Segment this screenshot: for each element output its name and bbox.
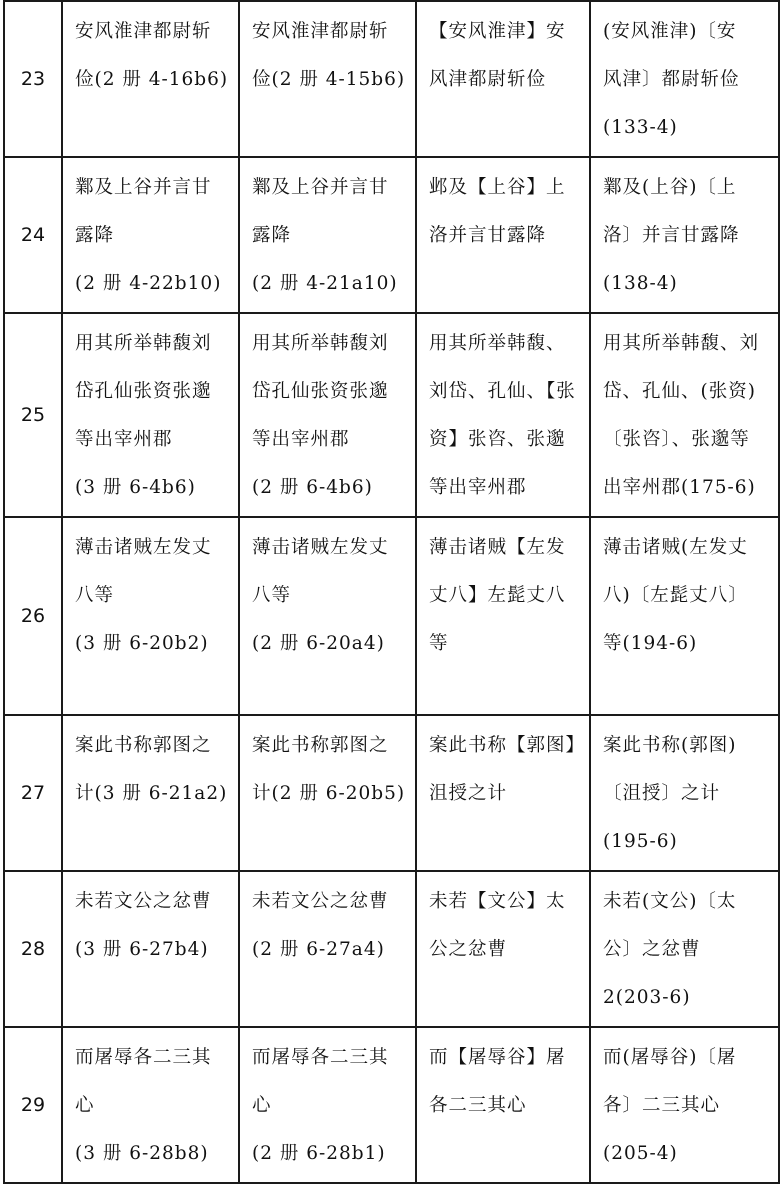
cell-line: 未若【文公】太 xyxy=(429,891,566,912)
cell-line: (安风淮津)〔安 xyxy=(603,21,737,42)
cell-text xyxy=(591,716,778,870)
cell-line: 洛〕并言甘露降 xyxy=(603,225,740,246)
table-cell xyxy=(239,1,416,157)
cell-text xyxy=(417,2,589,108)
cell-line: 公之忿曹 xyxy=(429,939,508,960)
table-cell xyxy=(416,157,590,313)
cell-line: (2 册 4-22b10) xyxy=(75,273,222,294)
cell-line: (2 册 6-4b6) xyxy=(252,477,373,498)
cell-line: 八等 xyxy=(252,585,292,606)
row-number: 27 xyxy=(4,715,62,871)
cell-line: 岱孔仙张资张邈 xyxy=(252,381,389,402)
cell-text xyxy=(240,518,415,672)
cell-line: 〔沮授〕之计 xyxy=(603,783,721,804)
cell-text xyxy=(63,158,238,312)
cell-line: 洛并言甘露降 xyxy=(429,225,547,246)
cell-line: 薄击诸贼左发丈 xyxy=(252,537,389,558)
cell-text xyxy=(63,518,238,672)
cell-text xyxy=(417,716,589,822)
table-cell xyxy=(416,1027,590,1183)
cell-line: 公〕之忿曹 xyxy=(603,939,701,960)
cell-line: 用其所举韩馥、刘 xyxy=(603,333,760,354)
cell-text xyxy=(63,314,238,516)
table-cell xyxy=(62,313,239,517)
cell-line: 等(194-6) xyxy=(603,633,698,654)
table-cell xyxy=(416,871,590,1027)
cell-line: 2(203-6) xyxy=(603,987,691,1008)
comparison-table xyxy=(3,0,780,1184)
cell-line: 未若文公之忿曹 xyxy=(75,891,212,912)
cell-text xyxy=(417,314,589,516)
row-number: 26 xyxy=(4,517,62,715)
cell-line: 而屠辱各二三其 xyxy=(75,1047,212,1068)
cell-line: 露降 xyxy=(75,225,115,246)
cell-line: (3 册 6-27b4) xyxy=(75,939,209,960)
cell-line: 刘岱、孔仙、【张 xyxy=(429,381,576,402)
cell-line: (3 册 6-4b6) xyxy=(75,477,196,498)
cell-line: 未若文公之忿曹 xyxy=(252,891,389,912)
cell-line: 风津都尉斩俭 xyxy=(429,69,547,90)
cell-line: 八)〔左髭丈八〕 xyxy=(603,585,748,606)
cell-text xyxy=(417,1028,589,1134)
table-cell xyxy=(239,871,416,1027)
row-number: 29 xyxy=(4,1027,62,1183)
cell-line: 用其所举韩馥刘 xyxy=(252,333,389,354)
cell-text xyxy=(591,1028,778,1182)
table-cell xyxy=(239,517,416,715)
cell-line: 薄击诸贼左发丈 xyxy=(75,537,212,558)
cell-line: (195-6) xyxy=(603,831,678,852)
cell-line: 等出宰州郡 xyxy=(75,429,173,450)
cell-line: 未若(文公)〔太 xyxy=(603,891,737,912)
cell-text xyxy=(240,1028,415,1182)
cell-line: 各〕二三其心 xyxy=(603,1095,721,1116)
cell-line: (205-4) xyxy=(603,1143,678,1164)
cell-line: 俭(2 册 4-15b6) xyxy=(252,69,406,90)
cell-line: 而(屠辱谷)〔屠 xyxy=(603,1047,737,1068)
table-cell xyxy=(590,157,779,313)
table-cell xyxy=(239,313,416,517)
cell-text xyxy=(591,872,778,1026)
row-number: 24 xyxy=(4,157,62,313)
cell-text xyxy=(63,872,238,978)
cell-text xyxy=(240,2,415,108)
table-cell xyxy=(590,517,779,715)
cell-line: (2 册 6-27a4) xyxy=(252,939,385,960)
cell-text xyxy=(240,314,415,516)
cell-text xyxy=(63,1028,238,1182)
table-cell xyxy=(416,313,590,517)
table-cell xyxy=(62,715,239,871)
cell-line: (2 册 6-28b1) xyxy=(252,1143,386,1164)
cell-line: 俭(2 册 4-16b6) xyxy=(75,69,229,90)
table-cell xyxy=(239,1027,416,1183)
cell-line: 〔张咨〕、张邈等 xyxy=(603,429,750,450)
cell-line: (2 册 6-20a4) xyxy=(252,633,385,654)
table-cell xyxy=(416,517,590,715)
cell-line: 风津〕都尉斩俭 xyxy=(603,69,740,90)
cell-text xyxy=(417,518,589,672)
cell-line: 而【屠辱谷】屠 xyxy=(429,1047,566,1068)
cell-line: 而屠辱各二三其 xyxy=(252,1047,389,1068)
cell-line: 薄击诸贼(左发丈 xyxy=(603,537,748,558)
table-body xyxy=(4,1,779,1183)
table-row xyxy=(4,1,779,157)
cell-text xyxy=(63,2,238,108)
table-cell xyxy=(62,1027,239,1183)
table-cell xyxy=(590,1,779,157)
cell-line: 薄击诸贼【左发 xyxy=(429,537,566,558)
cell-line: 岱、孔仙、(张资) xyxy=(603,381,756,402)
table-cell xyxy=(590,1027,779,1183)
cell-line: 用其所举韩馥刘 xyxy=(75,333,212,354)
table-row xyxy=(4,1027,779,1183)
cell-line: 等出宰州郡 xyxy=(252,429,350,450)
cell-line: 邺及【上谷】上 xyxy=(429,177,566,198)
table-cell xyxy=(416,1,590,157)
table-cell xyxy=(239,157,416,313)
cell-text xyxy=(417,872,589,978)
cell-line: 案此书称【郭图】 xyxy=(429,735,586,756)
cell-line: (2 册 4-21a10) xyxy=(252,273,398,294)
table-row xyxy=(4,157,779,313)
table-cell xyxy=(590,715,779,871)
table-row xyxy=(4,313,779,517)
cell-line: 案此书称郭图之 xyxy=(75,735,212,756)
cell-line: 安风淮津都尉斩 xyxy=(75,21,212,42)
cell-text xyxy=(591,2,778,156)
table-cell xyxy=(62,157,239,313)
cell-line: 计(2 册 6-20b5) xyxy=(252,783,406,804)
cell-line: 八等 xyxy=(75,585,115,606)
table-cell xyxy=(62,517,239,715)
table-row xyxy=(4,871,779,1027)
cell-line: 资】张咨、张邈 xyxy=(429,429,566,450)
cell-text xyxy=(591,158,778,312)
table-cell xyxy=(62,1,239,157)
cell-line: 沮授之计 xyxy=(429,783,508,804)
cell-line: 岱孔仙张资张邈 xyxy=(75,381,212,402)
cell-line: 安风淮津都尉斩 xyxy=(252,21,389,42)
cell-line: 丈八】左髭丈八 xyxy=(429,585,566,606)
cell-line: 鄴及(上谷)〔上 xyxy=(603,177,737,198)
table-cell xyxy=(416,715,590,871)
cell-line: 【安风淮津】安 xyxy=(429,21,566,42)
cell-line: 出宰州郡(175-6) xyxy=(603,477,756,498)
cell-line: 各二三其心 xyxy=(429,1095,527,1116)
cell-line: 鄴及上谷并言甘 xyxy=(252,177,389,198)
cell-line: 心 xyxy=(252,1095,272,1116)
table-row xyxy=(4,517,779,715)
cell-text xyxy=(417,158,589,264)
cell-line: (3 册 6-28b8) xyxy=(75,1143,209,1164)
cell-text xyxy=(63,716,238,822)
cell-line: 案此书称郭图之 xyxy=(252,735,389,756)
cell-line: (3 册 6-20b2) xyxy=(75,633,209,654)
cell-line: 等 xyxy=(429,633,449,654)
cell-text xyxy=(240,158,415,312)
table-cell xyxy=(590,313,779,517)
row-number: 28 xyxy=(4,871,62,1027)
cell-line: (133-4) xyxy=(603,117,678,138)
table-cell xyxy=(239,715,416,871)
cell-line: (138-4) xyxy=(603,273,678,294)
cell-line: 鄴及上谷并言甘 xyxy=(75,177,212,198)
cell-line: 计(3 册 6-21a2) xyxy=(75,783,228,804)
row-number: 23 xyxy=(4,1,62,157)
cell-line: 用其所举韩馥、 xyxy=(429,333,566,354)
cell-text xyxy=(240,716,415,822)
row-number: 25 xyxy=(4,313,62,517)
table-cell xyxy=(62,871,239,1027)
cell-line: 案此书称(郭图) xyxy=(603,735,737,756)
cell-text xyxy=(591,518,778,672)
cell-line: 心 xyxy=(75,1095,95,1116)
table-cell xyxy=(590,871,779,1027)
cell-text xyxy=(240,872,415,978)
cell-text xyxy=(591,314,778,516)
table-row xyxy=(4,715,779,871)
cell-line: 露降 xyxy=(252,225,292,246)
cell-line: 等出宰州郡 xyxy=(429,477,527,498)
